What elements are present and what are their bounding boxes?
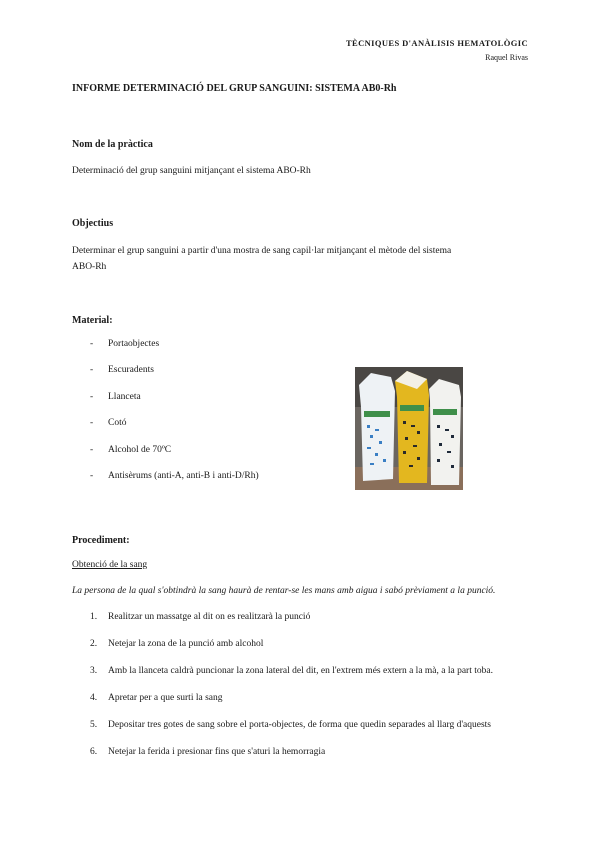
material-item: Llanceta	[108, 391, 141, 402]
header-author: Raquel Rivas	[485, 53, 528, 62]
list-item	[90, 666, 493, 693]
list-item	[90, 639, 493, 666]
antiserum-boxes-photo	[355, 367, 463, 490]
bullet-dash: -	[90, 418, 94, 429]
practica-text: Determinació del grup sanguini mitjançant el sistema ABO-Rh	[72, 166, 311, 176]
material-item: Escuradents	[108, 365, 154, 376]
procediment-note: La persona de la qual s'obtindrà la sang haurà de rentar-se les mans amb aigua i sabó prèviament a la punció.	[72, 586, 496, 596]
bullet-dash: -	[90, 470, 94, 481]
objectius-text-line1: Determinar el grup sanguini a partir d'una mostra de sang capil·lar mitjançant el mètode del sistema	[72, 246, 452, 256]
procediment-subheading: Obtenció de la sang	[72, 560, 148, 570]
material-item: Alcohol de 70ºC	[108, 444, 172, 455]
header-title: TÈCNIQUES D'ANÀLISIS HEMATOLÒGIC	[345, 38, 528, 48]
material-heading: Material:	[72, 315, 113, 326]
document-title: INFORME DETERMINACIÓ DEL GRUP SANGUINI: SISTEMA AB0-Rh	[72, 83, 397, 94]
step-number: 1.	[90, 612, 98, 622]
bullet-dash: -	[90, 391, 94, 402]
bullet-dash: -	[90, 444, 94, 455]
material-item: Portaobjectes	[108, 339, 160, 349]
list-item	[90, 471, 259, 497]
step-number: 4.	[90, 693, 98, 703]
procediment-heading: Procediment:	[72, 535, 130, 546]
objectius-text-line2: ABO-Rh	[72, 262, 107, 272]
list-item	[90, 693, 493, 720]
list-item	[90, 720, 493, 747]
list-item	[90, 418, 259, 444]
list-item	[90, 747, 493, 774]
step-number: 2.	[90, 639, 98, 649]
material-item: Cotó	[108, 418, 127, 429]
procediment-steps	[90, 612, 493, 774]
material-list	[90, 339, 259, 497]
step-text: Apretar per a que surti la sang	[108, 693, 223, 703]
step-text: Depositar tres gotes de sang sobre el porta-objectes, de forma que quedin separades al llarg d'aquests	[108, 720, 491, 730]
list-item	[90, 612, 493, 639]
step-text: Realitzar un massatge al dit on es realitzarà la punció	[108, 612, 311, 622]
objectius-heading: Objectius	[72, 218, 114, 229]
step-number: 3.	[90, 666, 98, 676]
list-item	[90, 365, 259, 391]
step-number: 5.	[90, 720, 98, 730]
practica-heading: Nom de la pràctica	[72, 139, 153, 150]
step-text: Netejar la ferida i presionar fins que s'aturi la hemorragia	[108, 747, 326, 757]
step-text: Netejar la zona de la punció amb alcohol	[108, 639, 264, 649]
step-text: Amb la llanceta caldrà puncionar la zona lateral del dit, en l'extrem més extern a la mà, a la part toba.	[108, 666, 493, 676]
step-number: 6.	[90, 747, 98, 757]
bullet-dash: -	[90, 365, 94, 376]
list-item	[90, 339, 259, 365]
list-item	[90, 445, 259, 471]
list-item	[90, 392, 259, 418]
material-item: Antisèrums (anti-A, anti-B i anti-D/Rh)	[108, 470, 259, 481]
bullet-dash: -	[90, 339, 94, 349]
